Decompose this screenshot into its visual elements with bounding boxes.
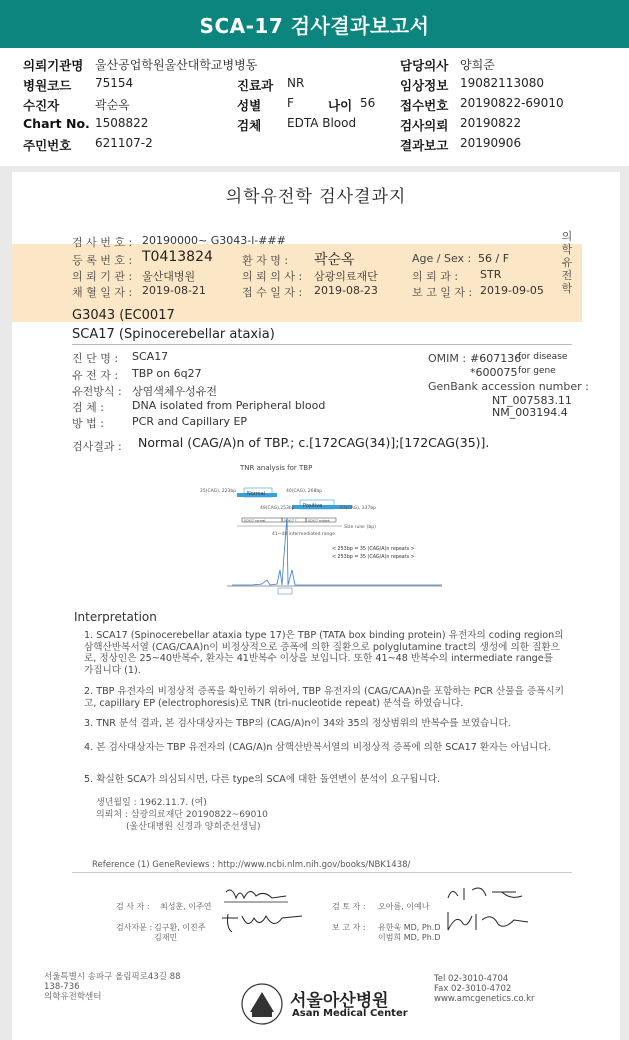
- requesting-institution-label: 의뢰기관명: [23, 58, 84, 73]
- reg-no: T0413824: [142, 249, 213, 265]
- dept-label: 의 뢰 과 :: [412, 270, 459, 283]
- examiner-label: 검사자문 :: [116, 923, 153, 932]
- dept: STR: [480, 268, 502, 281]
- figure-title: TNR analysis for TBP: [240, 464, 313, 472]
- physician-value: 양희준: [460, 58, 495, 72]
- requester-note: (울산대병원 신경과 양희준선생님): [126, 822, 261, 832]
- normal-label: Normal: [247, 491, 266, 497]
- patient-label: 수진자: [23, 98, 60, 113]
- footer-fax: Fax 02-3010-4702: [434, 984, 512, 994]
- report-date-value: 20190906: [460, 136, 522, 150]
- sex-label: 성별: [237, 98, 262, 113]
- patient-name-label: 환 자 명 :: [242, 254, 289, 267]
- collect-date: 2019-08-21: [142, 284, 206, 297]
- inheritance: 상염색체우성유전: [132, 385, 218, 398]
- hospital-code-label: 병원코드: [23, 78, 72, 93]
- scanned-report: [12, 172, 620, 1040]
- far-note: 63(CAG), 337bp: [340, 506, 377, 511]
- interpretation-paragraph: 1. SCA17 (Spinocerebellar ataxia type 17)은 TBP (TATA box binding protein) 유전자의 coding region의 삼핵산반복서열 (CAG/CAA)n이 비정상적으로 증폭에 의한 질환으로 polyglutamine tract의 생성에 의한 질환으로, 정상인은 25~40반복수, 환자는 41반복수 이상을 보입니다. 또한 41~48 반복수의 intermediate range를 가집니다 (1).: [84, 630, 564, 676]
- footer-center: 의학유전학센터: [44, 992, 102, 1002]
- omim-disease-note: for disease: [518, 352, 568, 362]
- mid-note: 49(CAG),253bp: [260, 506, 295, 511]
- bar-label-2: SCA17 ?: [284, 518, 297, 523]
- doc-specimen-label: 검 체 :: [72, 401, 104, 414]
- doc-report-date: 2019-09-05: [480, 284, 544, 297]
- accession-value: 20190822-69010: [460, 96, 564, 110]
- repeat-note-1: < 253bp = 35 (CAG/A)n repeats >: [332, 547, 415, 552]
- genbank-label: GenBank accession number :: [428, 380, 589, 393]
- interpretation-paragraph: 3. TNR 분석 결과, 본 검사대상자는 TBP의 (CAG/A)n이 34와 35의 정상범위의 반복수를 보였습니다.: [84, 718, 511, 729]
- req-doc: 삼광의료재단: [314, 270, 378, 283]
- interpretation-heading: Interpretation: [74, 610, 157, 624]
- doc-report-date-label: 보 고 일 자 :: [412, 286, 473, 299]
- footer-address: 서울특별시 송파구 올림픽로43길 88: [44, 972, 181, 982]
- department-label: 진료과: [237, 78, 274, 93]
- tester-label: 검 사 자 :: [116, 902, 150, 911]
- req-inst: 울산대병원: [142, 270, 196, 283]
- test-code: G3043 (EC0017: [72, 308, 175, 323]
- report-title-bar: [0, 0, 629, 48]
- omim-gene-note: for gene: [518, 366, 556, 376]
- sex-value: F: [287, 96, 294, 110]
- footer-postcode: 138-736: [44, 982, 80, 992]
- clinical-info-label: 임상정보: [400, 78, 449, 93]
- req-inst-label: 의 뢰 기 관 :: [72, 270, 133, 283]
- report-date-label: 결과보고: [400, 138, 449, 153]
- resident-no-label: 주민번호: [23, 138, 72, 153]
- doc-specimen: DNA isolated from Peripheral blood: [132, 399, 326, 412]
- omim-disease: #607136: [470, 352, 522, 365]
- clinical-info-value: 19082113080: [460, 76, 544, 90]
- interpretation-paragraph: 4. 본 검사대상자는 TBP 유전자의 (CAG/A)n 삼핵산반복서열의 비정상적 증폭에 의한 SCA17 환자는 아닙니다.: [84, 742, 551, 753]
- divider: [72, 872, 572, 873]
- patient-value: 곽순옥: [95, 98, 130, 112]
- age-sex: 56 / F: [478, 252, 510, 265]
- right-note: 40(CAG), 268bp: [286, 489, 323, 494]
- resident-no-value: 621107-2: [95, 136, 153, 150]
- header-row: [0, 116, 629, 134]
- header-row: [0, 56, 629, 74]
- req-doc-label: 의 뢰 의 사 :: [242, 270, 303, 283]
- age-sex-label: Age / Sex :: [412, 252, 472, 265]
- hospital-code-value: 75154: [95, 76, 134, 90]
- positive-label: Positive: [303, 503, 323, 509]
- tester: 최성훈, 이주연: [160, 902, 212, 911]
- chart-no-value: 1508822: [95, 116, 149, 130]
- bar-label-1: SCA17 normal: [244, 518, 266, 523]
- department-value: NR: [287, 76, 305, 90]
- specimen-label: 검체: [237, 118, 262, 133]
- result-label: 검사결과 :: [72, 440, 122, 453]
- result-text: Normal (CAG/A)n of TBP.; c.[172CAG(34)];[172CAG(35)].: [138, 435, 490, 450]
- size-ruler-label: Size ruler (bp): [344, 525, 376, 530]
- exam-no-label: 검 사 번 호 :: [72, 236, 133, 249]
- reporter-signature: [442, 908, 532, 936]
- gene: TBP on 6q27: [132, 367, 202, 380]
- hospital-name-kr: 서울아산병원: [290, 991, 389, 1011]
- header-row: [0, 136, 629, 154]
- genbank-accession-1: NT_007583.11: [492, 394, 572, 407]
- header-info: [0, 48, 629, 166]
- receive-date-label: 접 수 일 자 :: [242, 286, 303, 299]
- reviewer-signature: [442, 884, 532, 906]
- requester: 의뢰처 : 삼광의료재단 20190822~69010: [96, 810, 268, 820]
- examiner-signature: [218, 908, 308, 936]
- peak-label-box: [278, 588, 292, 594]
- method-label: 방 법 :: [72, 417, 104, 430]
- report-title: SCA-17 검사결과보고서: [199, 13, 430, 38]
- intermediate-label: 41~48 intermediated range: [272, 532, 335, 537]
- bar-label-3: SCA17 mutant: [308, 518, 330, 523]
- footer-web: www.amcgenetics.co.kr: [434, 994, 535, 1004]
- reviewer-label: 검 토 자 :: [332, 902, 366, 911]
- examiner-2: 김재민: [154, 933, 178, 942]
- collect-date-label: 채 혈 일 자 :: [72, 286, 133, 299]
- request-date-value: 20190822: [460, 116, 522, 130]
- omim-label: OMIM :: [428, 352, 467, 365]
- interpretation-paragraph: 2. TBP 유전자의 비정상적 증폭을 확인하기 위하여, TBP 유전자의 (CAG/CAA)n을 포함하는 PCR 산물을 증폭시키고, capillary EP (electrophoresis)로 TNR (tri-nucleotide repeat) 분석을 하였습니다.: [84, 686, 564, 709]
- diagnosis-label: 진 단 명 :: [72, 352, 119, 365]
- specimen-value: EDTA Blood: [287, 116, 357, 130]
- header-row: [0, 96, 629, 114]
- receive-date: 2019-08-23: [314, 284, 378, 297]
- reporter: 유한욱 MD, Ph.D: [378, 923, 441, 932]
- omim-gene: *600075: [470, 366, 518, 379]
- footer-tel: Tel 02-3010-4704: [434, 974, 509, 984]
- hospital-name-en: Asan Medical Center: [292, 1008, 408, 1019]
- reviewer: 오아름, 이예나: [378, 902, 430, 911]
- tnr-figure: [192, 460, 452, 600]
- diagnosis: SCA17: [132, 350, 169, 363]
- test-name: SCA17 (Spinocerebellar ataxia): [72, 327, 275, 342]
- physician-label: 담당의사: [400, 58, 449, 73]
- side-label: 의 학 유 전 학: [561, 230, 573, 295]
- inheritance-label: 유전방식 :: [72, 385, 122, 398]
- gene-label: 유 전 자 :: [72, 369, 119, 382]
- age-label: 나이: [328, 98, 353, 113]
- reporter-2: 이범희 MD, Ph.D: [378, 933, 441, 942]
- birth-date: 생년월일 : 1962.11.7. (여): [96, 798, 207, 808]
- reg-no-label: 등 록 번 호 :: [72, 254, 133, 267]
- repeat-note-2: < 253bp = 35 (CAG/A)n repeats >: [332, 555, 415, 560]
- reference: Reference (1) GeneReviews : http://www.ncbi.nlm.nih.gov/books/NBK1438/: [92, 860, 411, 870]
- exam-no: 20190000~ G3043-l-###: [142, 234, 286, 247]
- examiner: 김구환, 이진주: [154, 923, 206, 932]
- tester-signature: [222, 884, 292, 906]
- divider: [72, 344, 572, 345]
- interpretation-paragraph: 5. 확실한 SCA가 의심되시면, 다른 type의 SCA에 대한 돌연변이 분석이 요구됩니다.: [84, 774, 441, 785]
- method: PCR and Capillary EP: [132, 415, 248, 428]
- asan-foundation-seal: [240, 982, 284, 1026]
- age-value: 56: [360, 96, 376, 110]
- doc-title: 의학유전학 검사결과지: [225, 187, 407, 207]
- requesting-institution-value: 울산공업학원울산대학교병병동: [95, 58, 258, 72]
- request-date-label: 검사의뢰: [400, 118, 449, 133]
- header-row: [0, 76, 629, 94]
- reporter-label: 보 고 자 :: [332, 923, 366, 932]
- genbank-accession-2: NM_003194.4: [492, 406, 568, 419]
- accession-label: 접수번호: [400, 98, 449, 113]
- patient-name: 곽순옥: [314, 252, 355, 268]
- chart-no-label: Chart No.: [23, 116, 90, 131]
- left-note: 25(CAG), 223bp: [200, 489, 237, 494]
